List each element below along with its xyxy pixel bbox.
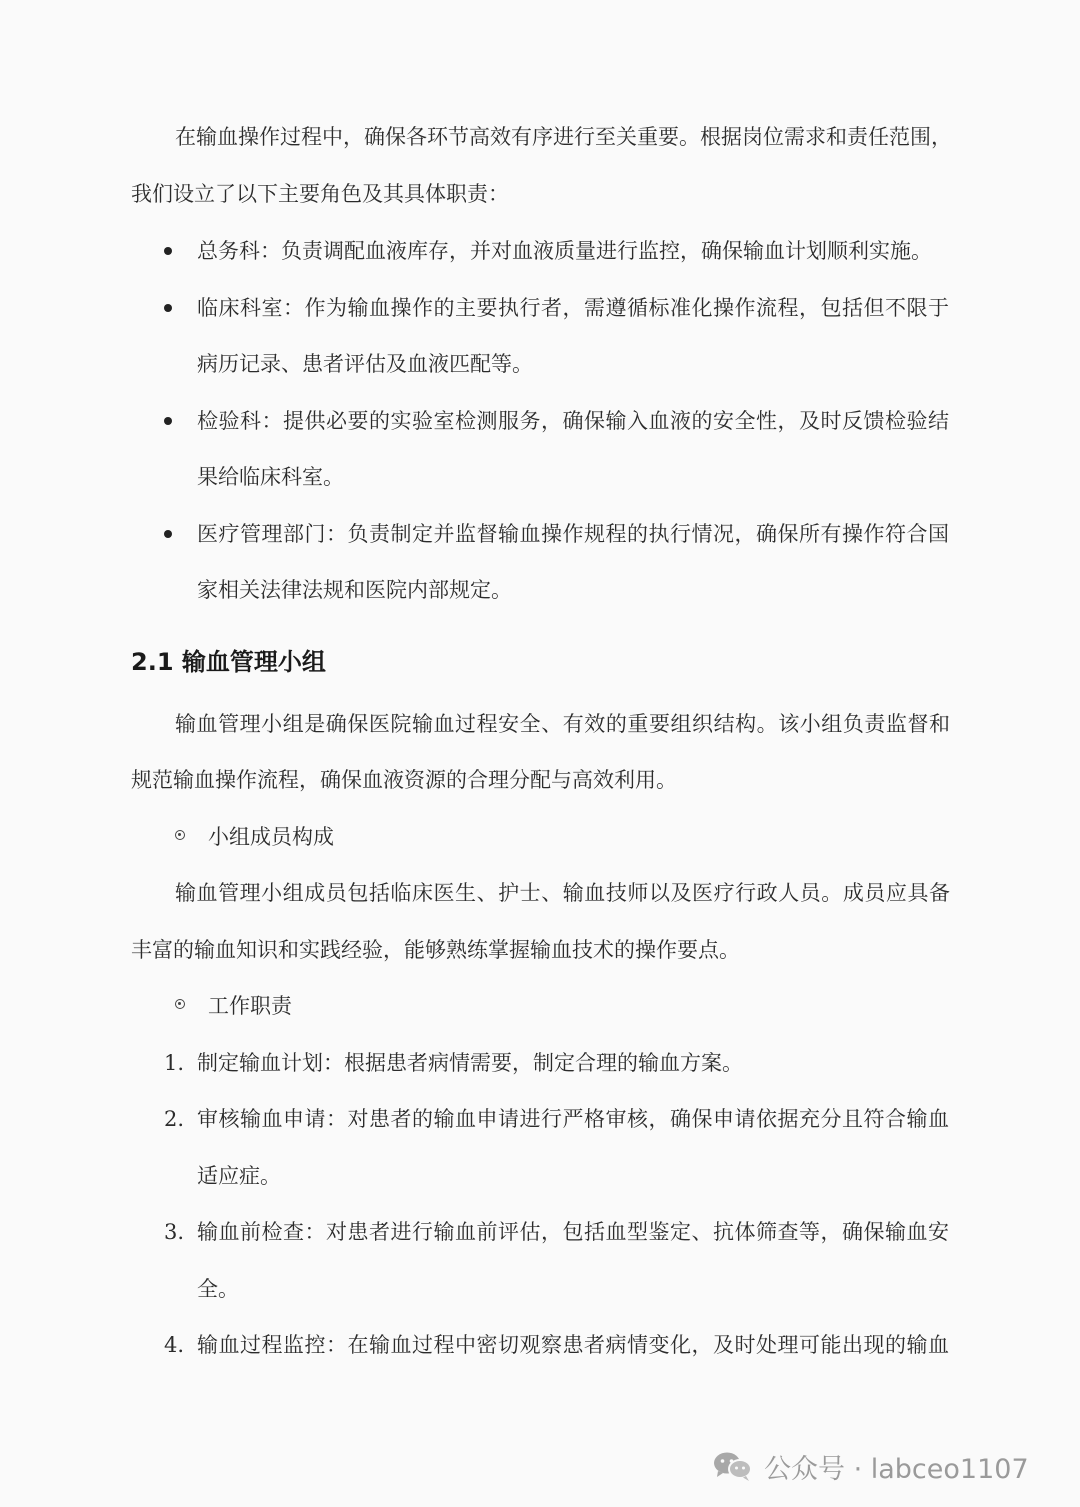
intro-line-1: 在输血操作过程中，确保各环节高效有序进行至关重要。根据岗位需求和责任范围， xyxy=(175,125,952,149)
bullet-dot xyxy=(164,247,172,255)
role-item-3-line-1: 检验科：提供必要的实验室检测服务，确保输入血液的安全性，及时反馈检验结 xyxy=(197,409,949,433)
intro-line-2: 我们设立了以下主要角色及其具体职责： xyxy=(131,182,509,206)
duty-item-1-line-1: 制定输血计划：根据患者病情需要，制定合理的输血方案。 xyxy=(197,1051,743,1075)
section-para-2-line-1: 输血管理小组成员包括临床医生、护士、输血技师以及医疗行政人员。成员应具备 xyxy=(175,881,950,905)
role-item-2-line-2: 病历记录、患者评估及血液匹配等。 xyxy=(197,352,533,376)
list-number: 1. xyxy=(164,1051,185,1075)
duty-item-3-line-1: 输血前检查：对患者进行输血前评估，包括血型鉴定、抗体筛查等，确保输血安 xyxy=(197,1220,949,1244)
bullet-dot xyxy=(164,530,172,538)
list-number: 2. xyxy=(164,1107,185,1131)
role-item-2-line-1: 临床科室：作为输血操作的主要执行者，需遵循标准化操作流程，包括但不限于 xyxy=(197,296,949,320)
circle-bullet-icon xyxy=(175,999,185,1009)
wechat-icon xyxy=(712,1450,754,1482)
duty-item-2-line-1: 审核输血申请：对患者的输血申请进行严格审核，确保申请依据充分且符合输血 xyxy=(197,1107,949,1131)
watermark-text: 公众号 · labceo1107 xyxy=(764,1453,1029,1485)
role-item-1-line-1: 总务科：负责调配血液库存，并对血液质量进行监控，确保输血计划顺利实施。 xyxy=(197,239,932,263)
duty-item-3-line-2: 全。 xyxy=(197,1277,239,1301)
duty-item-2-line-2: 适应症。 xyxy=(197,1164,281,1188)
list-number: 4. xyxy=(164,1333,185,1357)
list-number: 3. xyxy=(164,1220,185,1244)
section-para-1-line-2: 规范输血操作流程，确保血液资源的合理分配与高效利用。 xyxy=(131,768,677,792)
watermark xyxy=(712,1446,1029,1486)
role-item-4-line-2: 家相关法律法规和医院内部规定。 xyxy=(197,578,512,602)
role-item-4-line-1: 医疗管理部门：负责制定并监督输血操作规程的执行情况，确保所有操作符合国 xyxy=(197,522,949,546)
circle-bullet-icon xyxy=(175,830,185,840)
section-para-2-line-2: 丰富的输血知识和实践经验，能够熟练掌握输血技术的操作要点。 xyxy=(131,938,740,962)
subheading-duties: 工作职责 xyxy=(208,994,292,1018)
role-item-3-line-2: 果给临床科室。 xyxy=(197,465,344,489)
bullet-dot xyxy=(164,417,172,425)
bullet-dot xyxy=(164,304,172,312)
duty-item-4-line-1: 输血过程监控：在输血过程中密切观察患者病情变化，及时处理可能出现的输血 xyxy=(197,1333,949,1357)
section-heading: 2.1 输血管理小组 xyxy=(131,648,326,676)
subheading-members: 小组成员构成 xyxy=(208,825,334,849)
section-para-1-line-1: 输血管理小组是确保医院输血过程安全、有效的重要组织结构。该小组负责监督和 xyxy=(175,712,950,736)
